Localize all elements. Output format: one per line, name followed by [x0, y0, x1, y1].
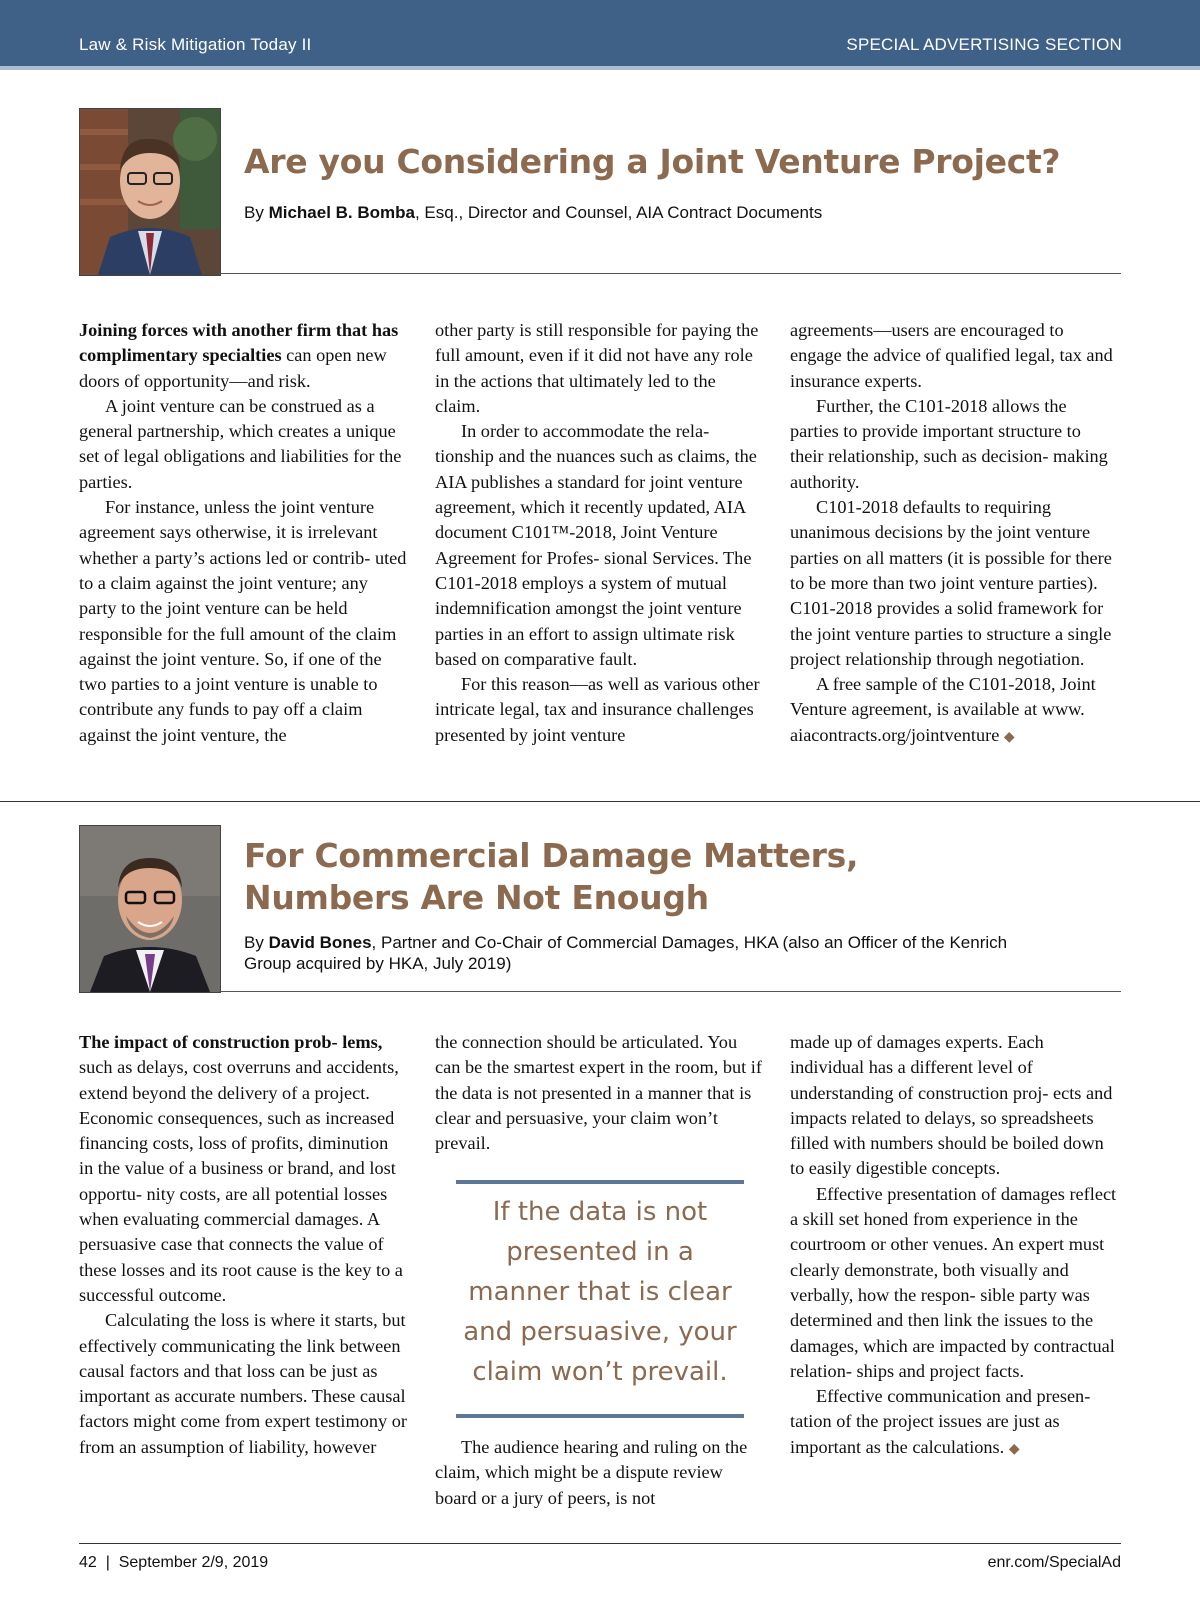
- paragraph: made up of damages experts. Each individual has a different level of understanding of construction proj- ects and impacts related to delays, so spreadsheets filled with numbers should be boiled down to easily digestible concepts.: [790, 1032, 1113, 1179]
- article2-column-2-continued: [435, 1435, 763, 1511]
- author-name: Michael B. Bomba: [268, 203, 415, 222]
- paragraph: In order to accommodate the rela- tionship and the nuances such as claims, the AIA publishes a standard for joint venture agreement, which it recently updated, AIA document C101™-2018, Joint Venture Agreement for Profes- sional Services. The C101-2018 employs a system of mutual indemnification amongst the joint venture parties in an effort to assign ultimate risk based on comparative fault.: [435, 421, 757, 669]
- page-footer: [79, 1543, 1121, 1571]
- pull-quote-text: If the data is not presented in a manner that is clear and persuasive, your claim won’t prevail.: [463, 1197, 737, 1387]
- paragraph: The audience hearing and ruling on the claim, which might be a dispute review board or a jury of peers, is not: [435, 1437, 748, 1508]
- article-title: Are you Considering a Joint Venture Project?: [244, 142, 1061, 181]
- article-separator: [0, 801, 1200, 802]
- paragraph: For this reason—as well as various other intricate legal, tax and insurance challenges presented by joint venture: [435, 674, 760, 745]
- paragraph: Further, the C101-2018 allows the parties to provide important structure to their relationship, such as decision- making authority.: [790, 395, 1108, 492]
- section-label: SPECIAL ADVERTISING SECTION: [846, 35, 1122, 54]
- pull-quote: [456, 1180, 744, 1418]
- article2-column-3: [790, 1030, 1118, 1462]
- paragraph: For instance, unless the joint venture agreement says otherwise, it is irrelevant whether a party’s actions led or contrib- uted to a claim against the joint venture; any party to the joint venture can be held responsible for the full amount of the claim against the joint venture. So, if one of the two parties to a joint venture is unable to contribute any funds to pay off a claim against the joint venture, the: [79, 497, 407, 745]
- paragraph: the connection should be articulated. You can be the smartest expert in the room, but if the data is not presented in a manner that is clear and persuasive, your claim won’t prevail.: [435, 1032, 762, 1154]
- page-number-date: 42 | September 2/9, 2019: [79, 1554, 269, 1571]
- paragraph: agreements—users are encouraged to engage the advice of qualified legal, tax and insurance experts.: [790, 320, 1113, 391]
- lead-in: Joining forces with another firm that has complimentary specialties: [79, 320, 399, 366]
- lead-in: The impact of construction prob- lems,: [79, 1032, 383, 1052]
- author-name: David Bones: [268, 933, 372, 952]
- article2-column-2: [435, 1030, 763, 1156]
- article-byline: By David Bones, Partner and Co-Chair of Commercial Damages, HKA (also an Officer of the Kenrich Group acquired by HKA, July 2019): [244, 933, 1008, 973]
- article1-column-1: Joining forces with another firm that has complimentary specialties can open new doors of opportunity—and risk. A joint venture can be construed as a general partnership, which creates a unique set of legal obligations and liabilities for the parties. For instance, unless the joint venture agreement says otherwise, it is irrelevant whether a party’s actions led or contrib- uted to a claim against the joint venture; any party to the joint venture can be held responsible for the full amount of the claim against the joint venture. So, if one of the two parties to a joint venture is unable to contribute any funds to pay off a claim against the joint venture, the: [79, 318, 407, 748]
- article1-column-2: [435, 318, 763, 748]
- footer-url: enr.com/SpecialAd: [987, 1554, 1121, 1571]
- article1-column-3: [790, 318, 1118, 750]
- title-divider: [219, 273, 1121, 274]
- title-divider: [219, 991, 1121, 992]
- article2-column-1: The impact of construction prob- lems, such as delays, cost overruns and accidents, extend beyond the delivery of a project. Economic consequences, such as increased financing costs, loss of profits, diminution in the value of a business or brand, and lost opportu- nity costs, are all potential losses when evaluating commercial damages. A persuasive case that connects the value of these losses and its root cause is the key to a successful outcome. Calculating the loss is where it starts, but effectively communicating the link between causal factors and that loss can be just as important as accurate numbers. These causal factors might come from expert testimony or from an assumption of liability, however: [79, 1030, 407, 1460]
- paragraph: Calculating the loss is where it starts, but effectively communicating the link between causal factors and that loss can be just as important as accurate numbers. These causal factors might come from expert testimony or from an assumption of liability, however: [79, 1310, 407, 1457]
- closing-paragraph: Effective communication and presen- tation of the project issues are just as important as the calculations.: [790, 1386, 1091, 1457]
- article-title: For Commercial Damage Matters, Numbers Are Not Enough: [244, 836, 859, 917]
- sample-link-text: A free sample of the C101-2018, Joint Venture agreement, is available at www. aiacontracts.org/jointventure: [790, 674, 1096, 745]
- end-mark-icon: ◆: [1003, 729, 1015, 745]
- article-byline: By Michael B. Bomba, Esq., Director and Counsel, AIA Contract Documents: [244, 203, 823, 222]
- author-photo-bones: [79, 825, 221, 993]
- paragraph: other party is still responsible for paying the full amount, even if it did not have any role in the actions that ultimately led to the claim.: [435, 320, 759, 416]
- end-mark-icon: ◆: [1008, 1441, 1020, 1457]
- author-photo-bomba: [79, 108, 221, 276]
- header-bar: [0, 0, 1200, 70]
- publication-name: Law & Risk Mitigation Today II: [79, 35, 312, 54]
- paragraph: A joint venture can be construed as a general partnership, which creates a unique set of legal obligations and liabilities for the parties.: [79, 395, 402, 492]
- paragraph: C101-2018 defaults to requiring unanimous decisions by the joint venture parties on all matters (it is possible for there to be more than two joint venture parties). C101-2018 provides a solid framework for the joint venture parties to structure a single project relationship through negotiation.: [790, 497, 1112, 669]
- paragraph: Effective presentation of damages reflect a skill set honed from experience in the courtroom or other venues. An expert must clearly demonstrate, both visually and verbally, how the respon- sible party was determined and then link the issues to the damages, which are impacted by contractual relation- ships and project facts.: [790, 1183, 1117, 1381]
